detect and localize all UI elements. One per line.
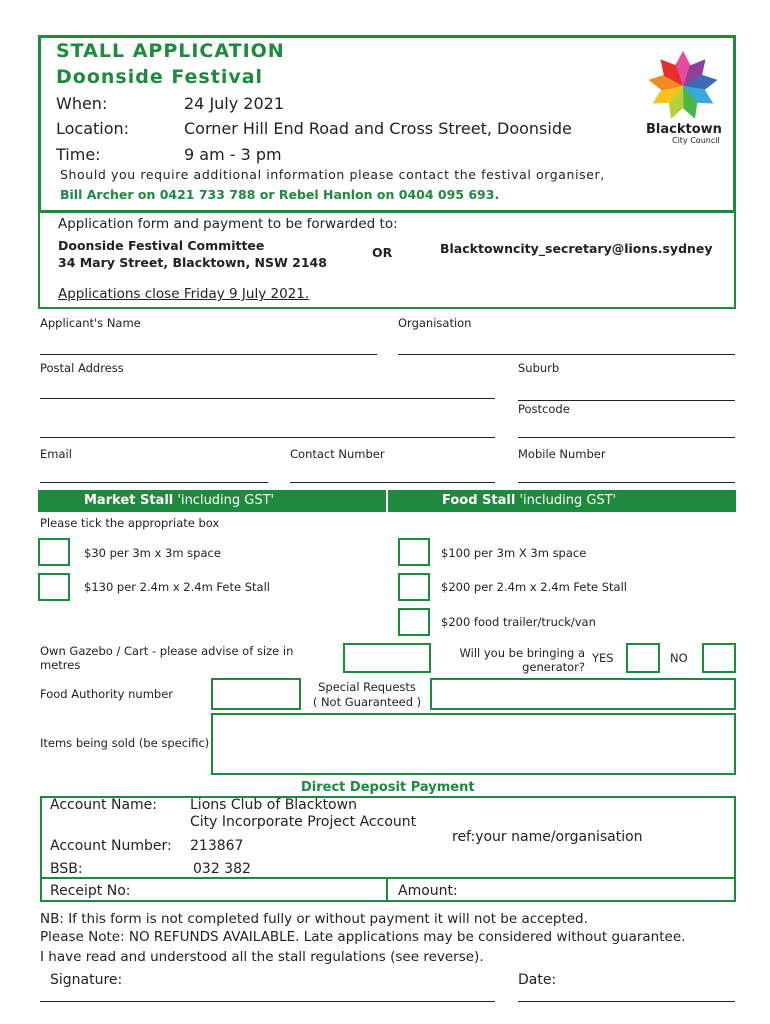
form-title: STALL APPLICATION (56, 40, 285, 62)
date-line[interactable] (518, 1001, 735, 1002)
organisation-label: Organisation (398, 316, 472, 330)
account-number-label: Account Number: (50, 838, 172, 854)
when-value: 24 July 2021 (184, 94, 285, 113)
nb-text: NB: If this form is not completed fully or without payment it will not be accepted. (40, 911, 588, 927)
market-option-2-checkbox[interactable] (38, 573, 70, 601)
account-name-1: Lions Club of Blacktown (190, 797, 357, 813)
food-option-2-checkbox[interactable] (398, 573, 430, 601)
gazebo-size-input[interactable] (343, 643, 431, 673)
reference-note: ref:your name/organisation (452, 829, 643, 845)
signature-line[interactable] (40, 1001, 495, 1002)
suburb-line[interactable] (518, 400, 735, 401)
tick-note: Please tick the appropriate box (40, 516, 220, 530)
market-option-1-checkbox[interactable] (38, 538, 70, 566)
logo-name: Blacktown (646, 122, 722, 137)
food-stall-title: Food Stall (442, 493, 516, 508)
food-option-2-label: $200 per 2.4m x 2.4m Fete Stall (441, 580, 627, 594)
festival-title: Doonside Festival (56, 66, 264, 88)
email-line[interactable] (40, 482, 268, 483)
info-text: Should you require additional information please contact the festival organiser, (60, 167, 605, 182)
food-option-3-label: $200 food trailer/truck/van (441, 615, 596, 629)
contact-number-label: Contact Number (290, 447, 385, 461)
postal-address-line-1[interactable] (40, 398, 495, 399)
refund-note: Please Note: NO REFUNDS AVAILABLE. Late applications may be considered without guarantee. (40, 929, 686, 945)
yes-label: YES (592, 651, 614, 665)
organisation-line[interactable] (398, 354, 735, 355)
generator-label: Will you be bringing a generator? (459, 646, 585, 674)
location-label: Location: (56, 119, 130, 138)
time-value: 9 am - 3 pm (184, 145, 282, 164)
location-value: Corner Hill End Road and Cross Street, Doonside (184, 119, 572, 138)
account-number: 213867 (190, 838, 244, 854)
signature-label: Signature: (50, 972, 123, 988)
food-option-3-checkbox[interactable] (398, 608, 430, 636)
account-name-2: City Incorporate Project Account (190, 814, 417, 830)
email-label: Email (40, 447, 72, 461)
bsb-value: 032 382 (193, 861, 251, 877)
food-stall-band (388, 490, 736, 512)
applicant-name-label: Applicant's Name (40, 316, 141, 330)
special-requests-label: Special Requests (318, 680, 416, 694)
items-sold-label: Items being sold (be specific) (40, 736, 210, 750)
deposit-title: Direct Deposit Payment (301, 780, 475, 795)
gazebo-label: Own Gazebo / Cart - please advise of size in metres (40, 644, 294, 672)
closing-date: Applications close Friday 9 July 2021. (58, 286, 310, 302)
generator-no-checkbox[interactable] (702, 643, 736, 673)
read-note: I have read and understood all the stall regulations (see reverse). (40, 949, 484, 965)
receipt-label: Receipt No: (50, 883, 131, 899)
date-label: Date: (518, 972, 557, 988)
star-flower-icon (644, 50, 722, 122)
food-option-1-label: $100 per 3m X 3m space (441, 546, 587, 560)
postal-address-label: Postal Address (40, 361, 124, 375)
not-guaranteed-label: ( Not Guaranteed ) (312, 695, 422, 709)
special-requests-input[interactable] (430, 678, 736, 710)
mobile-number-label: Mobile Number (518, 447, 606, 461)
market-stall-title: Market Stall (84, 493, 174, 508)
market-stall-band (38, 490, 386, 512)
logo-sub: City Council (672, 136, 720, 145)
time-label: Time: (56, 145, 101, 164)
secretary-email[interactable]: Blacktowncity_secretary@lions.sydney (440, 241, 713, 256)
deposit-vdivider (386, 877, 388, 902)
food-stall-gst: 'including GST' (515, 493, 617, 508)
bsb-label: BSB: (50, 861, 83, 877)
postcode-label: Postcode (518, 402, 570, 416)
food-authority-input[interactable] (211, 678, 301, 710)
committee-address: 34 Mary Street, Blacktown, NSW 2148 (58, 255, 327, 270)
postal-address-line-2[interactable] (40, 437, 495, 438)
committee-name: Doonside Festival Committee (58, 238, 265, 253)
deposit-divider (40, 877, 736, 879)
items-sold-input[interactable] (211, 713, 736, 775)
food-authority-label: Food Authority number (40, 687, 173, 701)
or-label: OR (372, 245, 393, 260)
generator-yes-checkbox[interactable] (626, 643, 660, 673)
contact-number-line[interactable] (290, 482, 495, 483)
postcode-line[interactable] (518, 437, 735, 438)
amount-label: Amount: (398, 883, 458, 899)
market-stall-gst: 'including GST' (173, 493, 275, 508)
suburb-label: Suburb (518, 361, 560, 375)
account-name-label: Account Name: (50, 797, 157, 813)
market-option-2-label: $130 per 2.4m x 2.4m Fete Stall (84, 580, 270, 594)
no-label: NO (670, 651, 688, 665)
contacts-text: Bill Archer on 0421 733 788 or Rebel Hanlon on 0404 095 693. (60, 187, 500, 202)
forward-intro: Application form and payment to be forwarded to: (58, 216, 398, 232)
when-label: When: (56, 94, 108, 113)
applicant-name-line[interactable] (40, 354, 377, 355)
food-option-1-checkbox[interactable] (398, 538, 430, 566)
market-option-1-label: $30 per 3m x 3m space (84, 546, 221, 560)
mobile-number-line[interactable] (518, 482, 735, 483)
